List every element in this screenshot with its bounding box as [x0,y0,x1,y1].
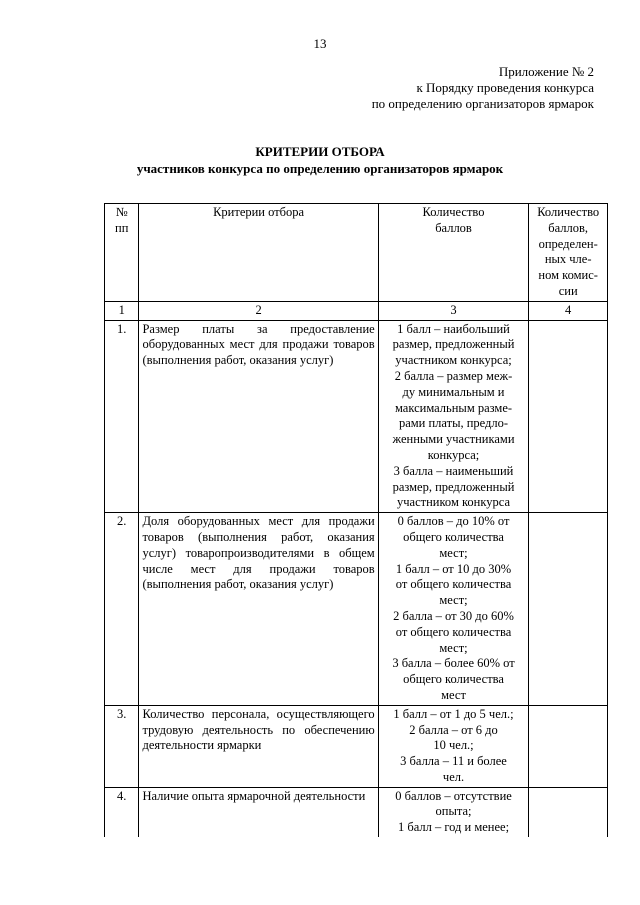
points-line: от общего количества [395,624,512,639]
row-criterion: Доля оборудованных мест для продажи товаров (выполнения работ, оказания услуг) товаропроизводителями в общем числе мест для продажи товаров (выполнения работ, оказания услуг) [139,513,378,706]
table-row [105,787,608,837]
title-main: КРИТЕРИИ ОТБОРА [255,144,385,159]
header-num-line: № [115,205,128,219]
row-points [378,787,529,837]
table-row [105,320,608,513]
points-line: размер, предложенный [392,479,515,494]
points-line: общего количества [403,672,504,687]
points-line: чел. [442,769,465,784]
row-commission [529,320,608,513]
row-criterion: Количество персонала, осуществляющего трудовую деятельность по обеспечению деятельности ярмарки [139,705,378,787]
row-points [378,320,529,513]
column-number: 4 [529,301,608,320]
points-line: 1 балл – год и менее; [397,820,510,835]
points-line: размер, предложенный [392,337,515,352]
appendix-line-2: к Порядку проведения конкурса [416,80,594,95]
row-criterion: Наличие опыта ярмарочной деятельности [139,787,378,837]
column-number: 2 [139,301,378,320]
points-line: опыта; [435,804,472,819]
points-line: мест; [439,545,468,560]
row-commission [529,787,608,837]
points-line: максимальным разме- [394,400,513,415]
title-subtitle: участников конкурса по определению организаторов ярмарок [136,161,504,176]
row-points [378,513,529,706]
points-line: 0 баллов – до 10% от [397,514,510,529]
points-line: 1 балл – от 1 до 5 чел.; [393,706,514,721]
points-line: конкурса; [427,447,480,462]
header-num-line: пп [115,220,129,235]
points-line: ду минимальным и [402,384,505,399]
points-line: 2 балла – от 6 до [409,722,498,737]
row-num: 4. [105,787,139,837]
points-line: женными участниками [392,432,515,447]
row-num: 3. [105,705,139,787]
row-criterion: Размер платы за предоставление оборудованных мест для продажи товаров (выполнения работ, оказания услуг) [139,320,378,513]
appendix-line-1: Приложение № 2 [498,64,594,79]
header-commission-line: сии [558,283,578,298]
header-commission [529,204,608,302]
row-commission [529,513,608,706]
points-line: 10 чел.; [433,738,474,753]
criteria-table [104,203,608,837]
column-number: 1 [105,301,139,320]
points-line: от общего количества [395,577,512,592]
points-line: общего количества [403,529,504,544]
points-line: 2 балла – от 30 до 60% [393,608,514,623]
points-line: 3 балла – более 60% от [392,656,515,671]
appendix-line-3: по определению организаторов ярмарок [371,96,594,111]
document-title [0,143,640,177]
header-row [105,204,608,302]
points-line: 3 балла – 11 и более [400,754,507,769]
page-number: 13 [313,36,327,51]
points-line: мест; [439,593,468,608]
points-line: 2 балла – размер меж- [394,368,513,383]
points-line: мест; [439,640,468,655]
header-commission-line: ных чле- [544,252,592,267]
points-line: 0 баллов – отсутствие [395,788,512,803]
header-points-line: Количество [422,205,485,219]
header-points-line: баллов [435,220,472,235]
header-commission-line: баллов, [548,220,589,235]
points-line: участником конкурса; [395,353,512,368]
row-num: 2. [105,513,139,706]
header-commission-line: Количество [537,205,600,219]
appendix-heading [372,64,594,112]
points-line: участником конкурса [397,495,510,510]
points-line: 1 балл – от 10 до 30% [395,561,512,576]
row-commission [529,705,608,787]
points-line: 3 балла – наименьший [393,463,514,478]
header-num [105,204,139,302]
table-row [105,513,608,706]
header-commission-line: ном комис- [538,268,598,283]
row-points [378,705,529,787]
row-num: 1. [105,320,139,513]
column-number: 3 [378,301,529,320]
table-row [105,705,608,787]
points-line: мест [441,687,466,702]
header-commission-line: определен- [538,236,598,251]
points-line: рами платы, предло- [398,416,509,431]
header-criteria: Критерии отбора [139,204,378,302]
header-points [378,204,529,302]
column-number-row [105,301,608,320]
points-line: 1 балл – наибольший [397,321,510,336]
